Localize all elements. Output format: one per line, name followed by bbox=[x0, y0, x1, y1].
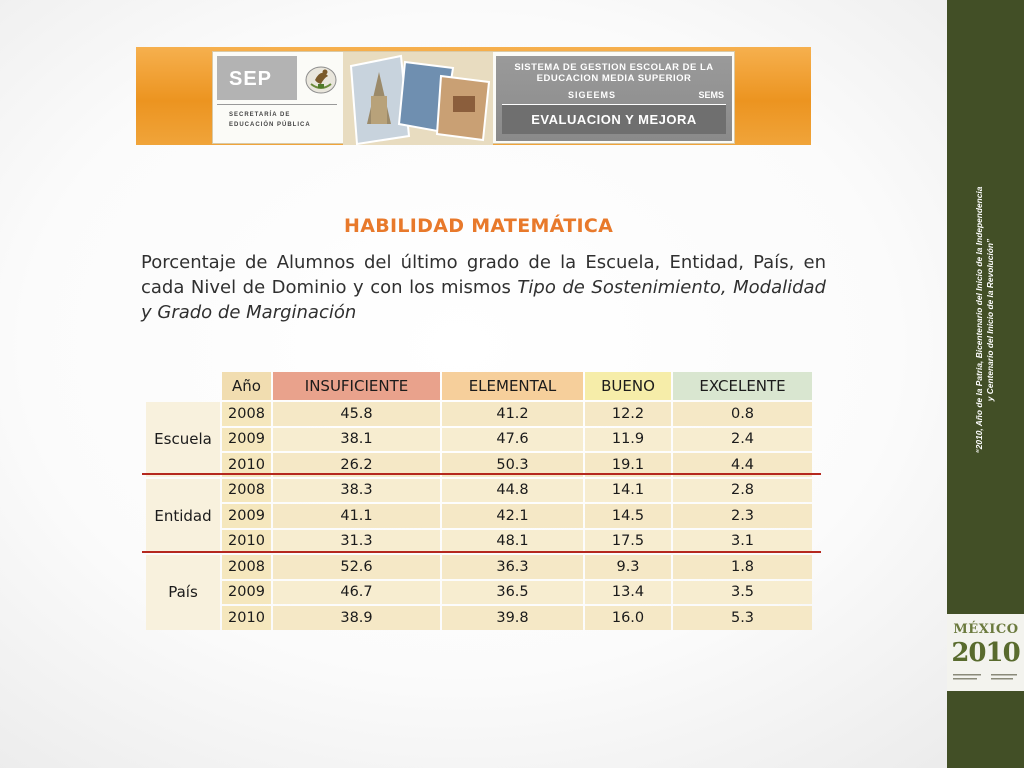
table-row bbox=[146, 504, 812, 528]
cell-insuficiente: 38.1 bbox=[273, 428, 440, 452]
description-text: Porcentaje de Alumnos del último grado de la Escuela, Entidad, País, en cada Nivel de Dominio y con los mismos bbox=[141, 252, 826, 298]
cell-excelente: 1.8 bbox=[673, 555, 812, 579]
cell-elemental: 47.6 bbox=[442, 428, 583, 452]
sep-logo-text: SEP bbox=[229, 68, 273, 90]
mexico-logo-word: MÉXICO bbox=[953, 622, 1019, 637]
cell-bueno: 17.5 bbox=[585, 530, 671, 554]
cell-bueno: 13.4 bbox=[585, 581, 671, 605]
sep-org-name: SECRETARÍA DE EDUCACIÓN PÚBLICA bbox=[229, 112, 311, 128]
cell-elemental: 36.3 bbox=[442, 555, 583, 579]
description-italic-text: Tipo de Sostenimiento, Modalidad y Grado de Marginación bbox=[141, 277, 826, 323]
cell-elemental: 44.8 bbox=[442, 479, 583, 503]
page-title: HABILIDAD MATEMÁTICA bbox=[344, 215, 614, 237]
group-divider-line bbox=[142, 473, 821, 475]
cell-insuficiente: 46.7 bbox=[273, 581, 440, 605]
cell-insuficiente: 45.8 bbox=[273, 402, 440, 426]
table-row bbox=[146, 530, 812, 554]
table-header-row bbox=[146, 372, 812, 400]
cell-excelente: 0.8 bbox=[673, 402, 812, 426]
cell-year: 2009 bbox=[222, 581, 271, 605]
cell-excelente: 2.8 bbox=[673, 479, 812, 503]
cell-bueno: 12.2 bbox=[585, 402, 671, 426]
results-table bbox=[144, 370, 814, 632]
header-elemental: ELEMENTAL bbox=[442, 372, 583, 400]
sep-logo-box bbox=[217, 56, 297, 100]
table-row bbox=[146, 555, 812, 579]
sigeems-label: SIGEEMS bbox=[568, 90, 617, 100]
cell-bueno: 11.9 bbox=[585, 428, 671, 452]
cell-excelente: 3.5 bbox=[673, 581, 812, 605]
table-row bbox=[146, 606, 812, 630]
table-row bbox=[146, 581, 812, 605]
sep-divider bbox=[217, 104, 337, 105]
header-insuficiente: INSUFICIENTE bbox=[273, 372, 440, 400]
cell-insuficiente: 38.3 bbox=[273, 479, 440, 503]
banner-photo-collage bbox=[343, 52, 493, 145]
mexican-eagle-icon bbox=[301, 58, 341, 98]
motto-line-2: y Centenario del Inicio de la Revolución” bbox=[985, 238, 995, 402]
cell-elemental: 36.5 bbox=[442, 581, 583, 605]
cell-insuficiente: 38.9 bbox=[273, 606, 440, 630]
cell-bueno: 14.5 bbox=[585, 504, 671, 528]
table-row bbox=[146, 428, 812, 452]
sems-label: SEMS bbox=[698, 90, 724, 100]
header-year: Año bbox=[222, 372, 271, 400]
bicentenario-motto bbox=[974, 140, 996, 500]
cell-year: 2008 bbox=[222, 479, 271, 503]
mexico-logo-year: 2010 bbox=[951, 638, 1020, 668]
cell-bueno: 9.3 bbox=[585, 555, 671, 579]
cell-year: 2008 bbox=[222, 555, 271, 579]
header-blank-cell bbox=[146, 372, 220, 400]
group-label-pais: País bbox=[146, 555, 220, 630]
cell-bueno: 16.0 bbox=[585, 606, 671, 630]
cell-year: 2010 bbox=[222, 606, 271, 630]
header-bueno: BUENO bbox=[585, 372, 671, 400]
cell-year: 2009 bbox=[222, 428, 271, 452]
cell-insuficiente: 41.1 bbox=[273, 504, 440, 528]
group-divider-line bbox=[142, 551, 821, 553]
table-row bbox=[146, 479, 812, 503]
cell-insuficiente: 26.2 bbox=[273, 453, 440, 477]
cell-excelente: 3.1 bbox=[673, 530, 812, 554]
cell-year: 2008 bbox=[222, 402, 271, 426]
cell-excelente: 5.3 bbox=[673, 606, 812, 630]
cell-insuficiente: 31.3 bbox=[273, 530, 440, 554]
cell-year: 2010 bbox=[222, 453, 271, 477]
cell-elemental: 42.1 bbox=[442, 504, 583, 528]
section-title: EVALUACION Y MEJORA bbox=[531, 112, 697, 127]
cell-bueno: 14.1 bbox=[585, 479, 671, 503]
motto-line-1: “2010, Año de la Patria, Bicentenario del Inicio de la Independencia bbox=[974, 186, 984, 454]
cell-excelente: 2.4 bbox=[673, 428, 812, 452]
logo-subtext-icon bbox=[951, 672, 1021, 684]
cell-elemental: 41.2 bbox=[442, 402, 583, 426]
sigeems-banner bbox=[136, 47, 811, 145]
system-title-panel bbox=[496, 56, 732, 141]
banner-frame bbox=[212, 51, 735, 144]
cell-year: 2010 bbox=[222, 530, 271, 554]
cell-bueno: 19.1 bbox=[585, 453, 671, 477]
cell-insuficiente: 52.6 bbox=[273, 555, 440, 579]
cell-elemental: 48.1 bbox=[442, 530, 583, 554]
group-label-entidad: Entidad bbox=[146, 479, 220, 554]
system-title: SISTEMA DE GESTION ESCOLAR DE LA EDUCACION MEDIA SUPERIOR bbox=[514, 62, 714, 84]
cell-excelente: 4.4 bbox=[673, 453, 812, 477]
header-excelente: EXCELENTE bbox=[673, 372, 812, 400]
cell-excelente: 2.3 bbox=[673, 504, 812, 528]
mexico-2010-logo bbox=[947, 614, 1024, 691]
page-description bbox=[141, 250, 826, 325]
cell-year: 2009 bbox=[222, 504, 271, 528]
group-label-escuela: Escuela bbox=[146, 402, 220, 477]
section-bar bbox=[502, 104, 726, 134]
cell-elemental: 50.3 bbox=[442, 453, 583, 477]
cell-elemental: 39.8 bbox=[442, 606, 583, 630]
table-row bbox=[146, 402, 812, 426]
